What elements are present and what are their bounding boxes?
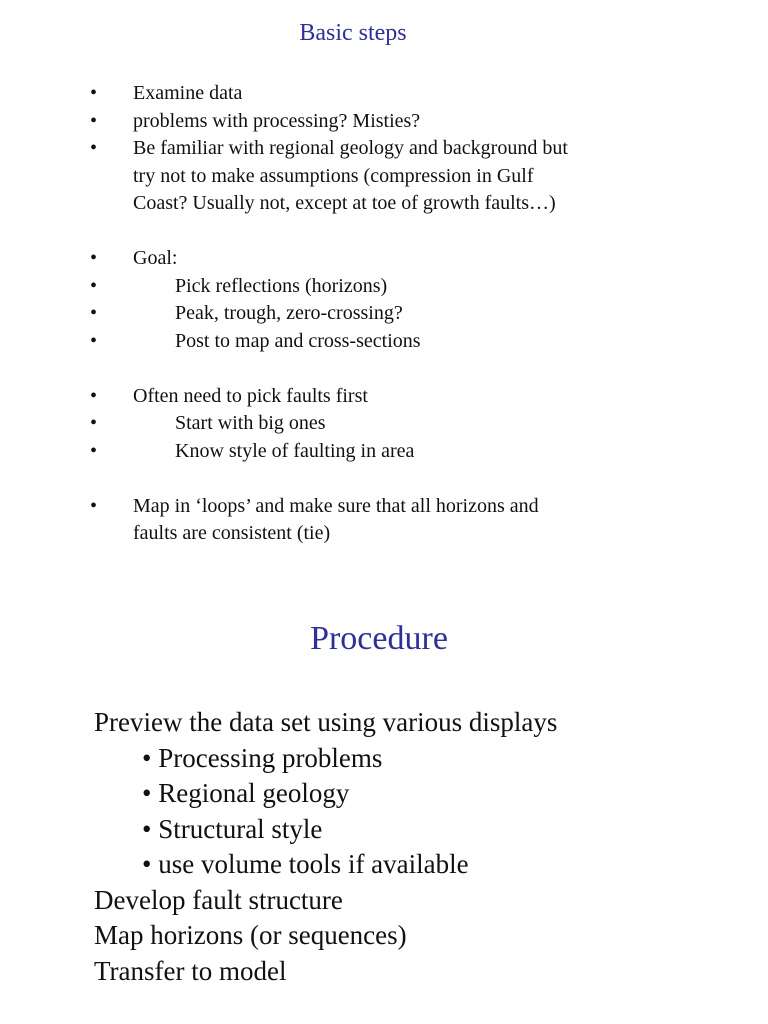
procedure-item: Develop fault structure <box>94 884 343 915</box>
list-item-text: Peak, trough, zero-crossing? <box>175 302 403 324</box>
list-item-continuation <box>0 520 768 548</box>
list-item-indented <box>0 328 768 356</box>
list-item-text: problems with processing? Misties? <box>133 109 421 132</box>
list-item-text: faults are consistent (tie) <box>133 522 331 544</box>
list-item <box>0 245 768 273</box>
list-item <box>0 108 768 136</box>
list-item-continuation <box>0 163 768 191</box>
procedure-item: Preview the data set using various displays <box>94 707 558 737</box>
list-item-indented <box>0 438 768 466</box>
list-item-text: try not to make assumptions (compression in Gulf <box>133 164 534 187</box>
list-item-text: Examine data <box>133 82 243 104</box>
list-item-text: Pick reflections (horizons) <box>175 274 388 297</box>
spacer <box>0 218 768 246</box>
bullet: • <box>90 439 98 462</box>
bullet: • <box>90 412 98 434</box>
basic-steps-list <box>0 80 768 548</box>
spacer <box>0 355 768 383</box>
procedure-subitem: • Processing problems <box>142 742 383 773</box>
procedure-subitem: • use volume tools if available <box>142 849 469 879</box>
list-item-indented <box>0 273 768 301</box>
bullet: • <box>90 109 98 132</box>
list-item-text: Coast? Usually not, except at toe of growth faults…) <box>133 192 556 214</box>
list-item-text: Map in ‘loops’ and make sure that all horizons and <box>133 494 539 517</box>
procedure-list <box>94 705 754 989</box>
list-item-text: Often need to pick faults first <box>133 384 368 407</box>
procedure-subitem: • Regional geology <box>142 778 350 808</box>
bullet: • <box>90 137 98 159</box>
heading-basic-steps: Basic steps <box>299 20 407 46</box>
list-item-text: Goal: <box>133 247 178 269</box>
list-item-text: Know style of faulting in area <box>175 439 415 462</box>
list-item-text: Start with big ones <box>175 412 326 434</box>
bullet: • <box>90 247 98 269</box>
bullet: • <box>90 384 98 407</box>
list-item <box>0 493 768 521</box>
list-item-indented <box>0 410 768 438</box>
list-item-indented <box>0 300 768 328</box>
procedure-subitem: • Structural style <box>142 813 323 844</box>
list-item-text: Be familiar with regional geology and background but <box>133 137 568 159</box>
list-item <box>0 80 768 108</box>
bullet: • <box>90 274 98 297</box>
list-item-continuation <box>0 190 768 218</box>
bullet: • <box>90 302 98 324</box>
spacer <box>0 465 768 493</box>
bullet: • <box>90 82 98 104</box>
list-item-text: Post to map and cross-sections <box>175 329 421 352</box>
bullet: • <box>90 494 98 517</box>
heading-procedure: Procedure <box>310 620 448 657</box>
list-item <box>0 383 768 411</box>
procedure-item: Transfer to model <box>94 955 287 986</box>
bullet: • <box>90 329 98 352</box>
procedure-item: Map horizons (or sequences) <box>94 920 407 950</box>
list-item <box>0 135 768 163</box>
